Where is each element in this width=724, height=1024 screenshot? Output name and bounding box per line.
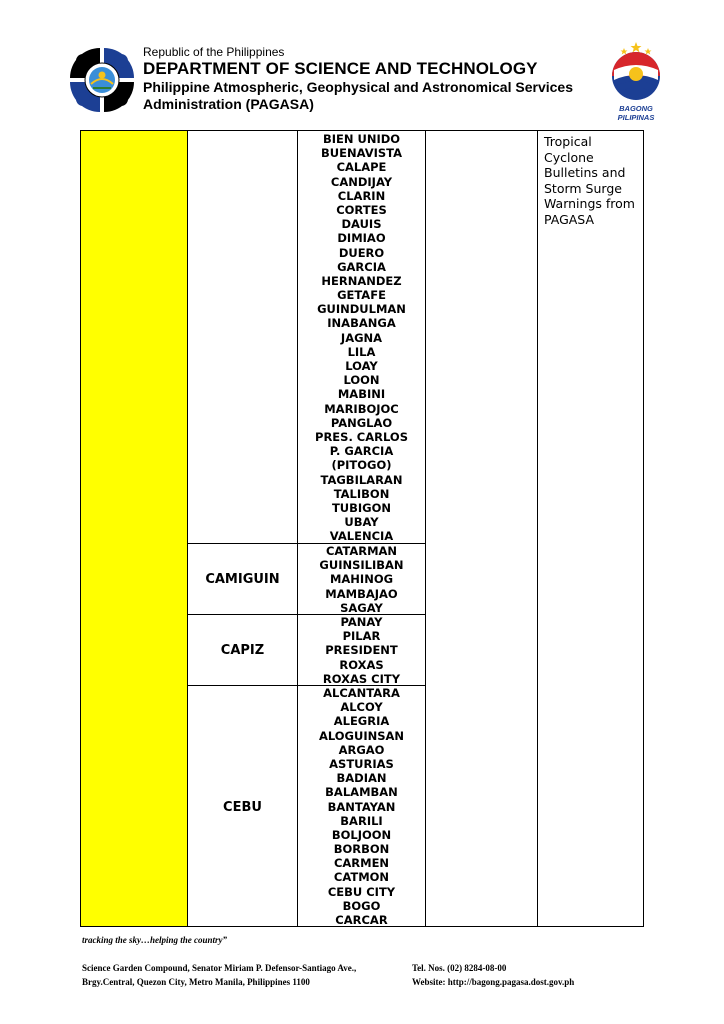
municipality-name: ROXAS	[339, 657, 384, 672]
municipality-name: CLARIN	[337, 188, 386, 203]
municipality-name: GETAFE	[337, 288, 386, 303]
municipality-name: ROXAS CITY	[322, 671, 401, 686]
municipality-name: PANGLAO	[330, 415, 393, 430]
municipality-name: MARIBOJOC	[324, 401, 399, 416]
municipality-name: TAGBILARAN	[320, 472, 403, 487]
municipality-name: TUBIGON	[331, 500, 392, 515]
municipality-name: ALEGRIA	[333, 714, 390, 729]
affected-areas-table	[80, 130, 644, 927]
municipality-name: JAGNA	[340, 330, 383, 345]
municipality-name: MAMBAJAO	[325, 586, 398, 601]
source-column	[538, 131, 644, 926]
municipality-block-bohol	[298, 131, 425, 543]
agency-line-2: Administration (PAGASA)	[143, 96, 314, 112]
municipality-name: BIEN UNIDO	[322, 132, 401, 146]
footer-telephone: Tel. Nos. (02) 8284-08-00	[412, 963, 507, 973]
municipality-name: PRESIDENT	[325, 643, 398, 658]
municipality-name: ARGAO	[338, 742, 385, 757]
province-cell-capiz: CAPIZ	[188, 614, 297, 685]
province-cell-cebu: CEBU	[188, 685, 297, 928]
municipality-name: PANAY	[340, 615, 383, 629]
municipality-name: HERNANDEZ	[321, 273, 402, 288]
municipality-name: VALENCIA	[329, 529, 394, 544]
municipality-name: TALIBON	[333, 486, 390, 501]
municipality-name: PRES. CARLOS	[315, 429, 408, 444]
municipality-name: CATMON	[333, 870, 390, 885]
municipality-name: MABINI	[337, 387, 386, 402]
municipality-column	[298, 131, 426, 926]
source-text: Tropical Cyclone Bulletins and Storm Surge Warnings from PAGASA	[544, 134, 635, 227]
municipality-name: LILA	[347, 344, 376, 359]
municipality-name: DAUIS	[341, 217, 382, 232]
department-title: DEPARTMENT OF SCIENCE AND TECHNOLOGY	[143, 59, 538, 78]
agency-line-1: Philippine Atmospheric, Geophysical and Astronomical Services	[143, 79, 573, 95]
municipality-name: INABANGA	[327, 316, 396, 331]
municipality-name: BARILI	[340, 813, 383, 828]
municipality-name: GARCIA	[337, 259, 386, 274]
province-cell-camiguin: CAMIGUIN	[188, 543, 297, 614]
municipality-name: ALCOY	[340, 700, 383, 715]
bagong-pilipinas-logo	[600, 40, 672, 122]
footer-address	[82, 961, 356, 989]
municipality-name: DUERO	[338, 245, 385, 260]
municipality-name: CATARMAN	[325, 544, 398, 558]
municipality-name: CANDIJAY	[330, 174, 393, 189]
municipality-name: BORBON	[333, 842, 390, 857]
municipality-name: BOLJOON	[331, 827, 392, 842]
letterhead	[64, 40, 684, 120]
municipality-block-capiz	[298, 614, 425, 686]
municipality-name: DIMIAO	[337, 231, 386, 246]
empty-column	[426, 131, 538, 926]
municipality-name: CALAPE	[336, 160, 387, 175]
municipality-name: BANTAYAN	[327, 799, 396, 814]
municipality-name: GUINSILIBAN	[319, 558, 404, 573]
municipality-name: GUINDULMAN	[317, 302, 406, 317]
municipality-name: BOGO	[342, 898, 381, 913]
municipality-name: LOON	[343, 373, 380, 388]
highlight-column	[81, 131, 188, 926]
municipality-name: ALCANTARA	[323, 686, 400, 700]
republic-line: Republic of the Philippines	[143, 45, 285, 59]
municipality-name: CARMEN	[333, 856, 390, 871]
municipality-name: CARCAR	[335, 913, 388, 927]
municipality-name: ASTURIAS	[329, 756, 394, 771]
municipality-name: BALAMBAN	[325, 785, 398, 800]
municipality-name: P. GARCIA	[329, 444, 394, 459]
municipality-name: BUENAVISTA	[320, 146, 403, 161]
footer-contact	[412, 961, 574, 989]
footer-address-line-1: Science Garden Compound, Senator Miriam P. Defensor-Santiago Ave.,	[82, 963, 357, 973]
bagong-pilipinas-text: BAGONG PILIPINAS	[617, 104, 655, 122]
municipality-name: PILAR	[342, 629, 381, 644]
municipality-name: CORTES	[336, 202, 387, 217]
municipality-name: SAGAY	[340, 600, 383, 615]
municipality-name: ALOGUINSAN	[318, 728, 405, 743]
municipality-name: MAHINOG	[329, 572, 394, 587]
footer-tagline: tracking the sky…helping the country”	[82, 935, 228, 945]
municipality-block-camiguin	[298, 543, 425, 615]
municipality-name: LOAY	[345, 359, 378, 373]
municipality-name: (PITOGO)	[331, 458, 392, 473]
municipality-name: BADIAN	[336, 771, 387, 786]
footer-website: Website: http://bagong.pagasa.dost.gov.ph	[412, 977, 575, 987]
letterhead-text	[143, 45, 573, 113]
municipality-block-cebu	[298, 685, 425, 927]
dost-pagasa-seal-icon	[66, 44, 138, 116]
province-column	[188, 131, 298, 926]
footer-address-line-2: Brgy.Central, Quezon City, Metro Manila, Philippines 1100	[82, 977, 310, 987]
municipality-name: CEBU CITY	[327, 884, 396, 899]
bagong-pilipinas-emblem-icon	[600, 40, 672, 104]
municipality-name: UBAY	[344, 515, 379, 530]
